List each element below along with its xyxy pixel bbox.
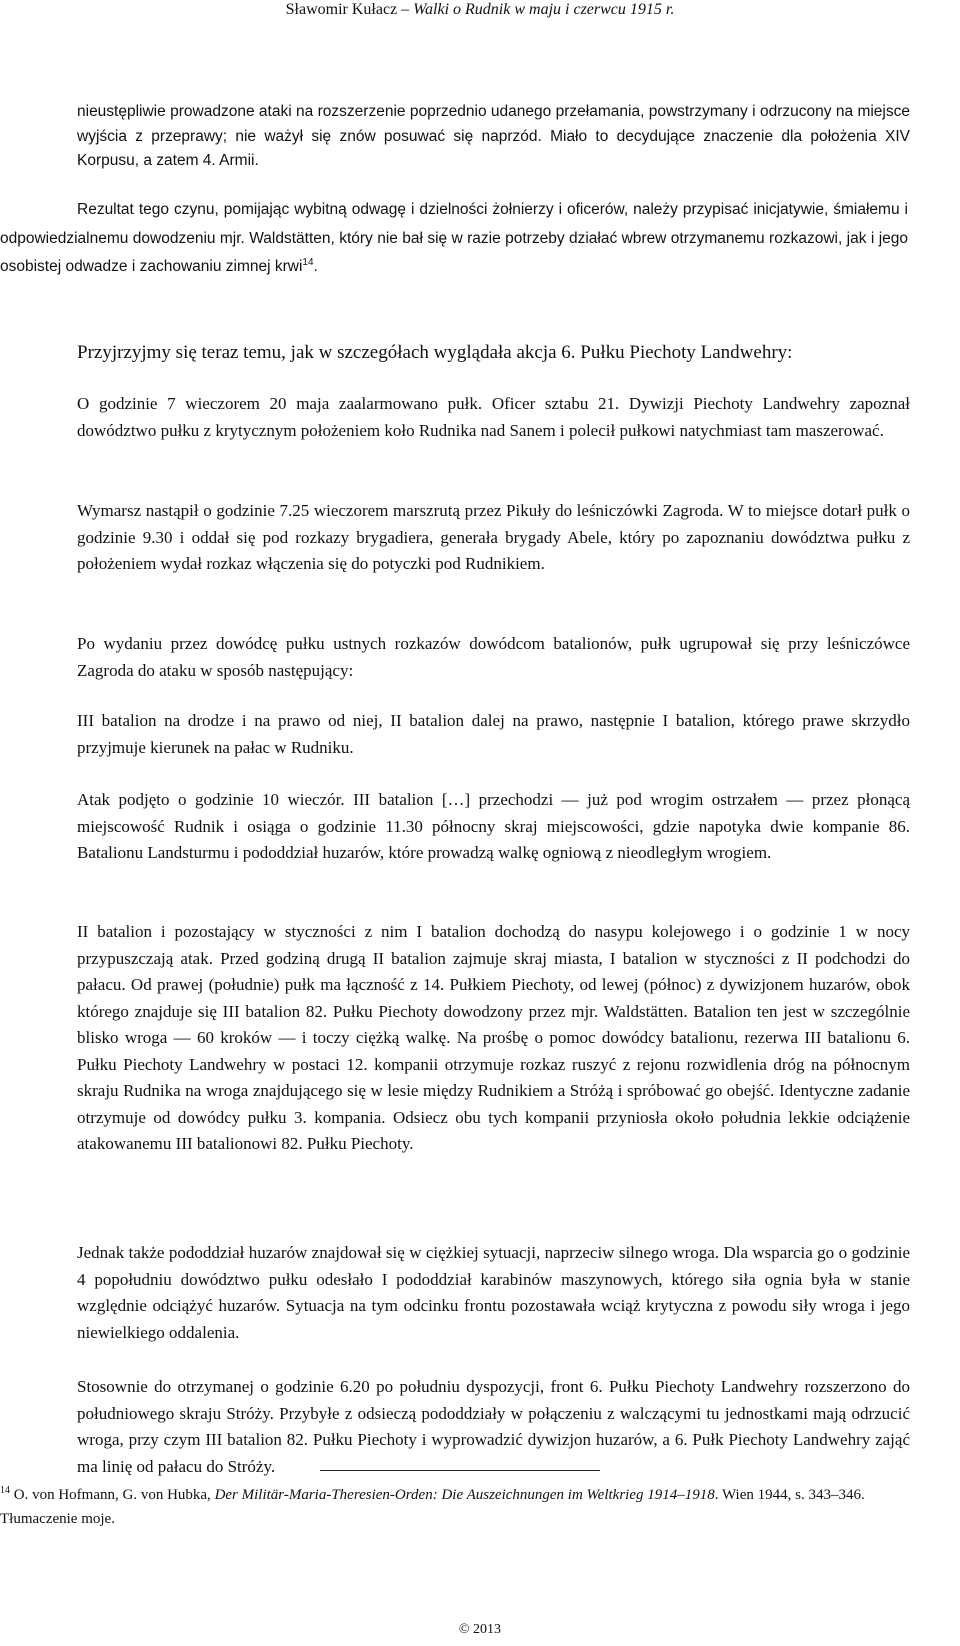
paragraph-6: Po wydaniu przez dowódcę pułku ustnych rozkazów dowódcom batalionów, pułk ugrupował się przy leśniczówce Zagroda do ataku w sposób następujący:	[77, 634, 910, 680]
paragraph-2-end: .	[313, 258, 318, 275]
footnote-14	[0, 1483, 930, 1531]
footnote-number: 14	[0, 1485, 10, 1496]
paragraph-3-intro: Przyjrzyjmy się teraz temu, jak w szczegółach wyglądała akcja 6. Pułku Piechoty Landwehry:	[77, 342, 793, 363]
header-author: Sławomir Kułacz	[285, 1, 398, 18]
footnote-reference-14[interactable]: 14	[302, 256, 314, 268]
paragraph-8: Atak podjęto o godzinie 10 wieczór. III batalion […] przechodzi — już pod wrogim ostrzałem — przez płonącą miejscowość Rudnik i osiąga o godzinie 11.30 północny skraj miejscowości, gdzie napotyka dwie kompanie 86. Batalionu Landsturmu i pododdział huzarów, które prowadzą walkę ogniową z nieodległym wrogiem.	[77, 790, 910, 862]
footnote-divider	[320, 1470, 600, 1471]
paragraph-9: II batalion i pozostający w styczności z nim I batalion dochodzą do nasypu kolejowego i o godzinie 1 w nocy przypuszczają atak. Przed godziną drugą II batalion zajmuje skraj miasta, I batalion w styczności z II podchodzi do pałacu. Od prawej (południe) pułk ma łączność z 14. Pułkiem Piechoty, od lewej (północ) z dywizjonem huzarów, obok którego znajduje się III batalion 82. Pułku Piechoty dowodzony przez mjr. Waldstätten. Batalion ten jest w szczególnie blisko wroga — 60 kroków — i toczy ciężką walkę. Na prośbę o pomoc dowódcy batalionu, rezerwa III batalionu 6. Pułku Piechoty Landwehry w postaci 12. kompanii otrzymuje rozkaz ruszyć z rejonu rozwidlenia dróg na północnym skraju Rudnika na wroga znajdującego się w lesie między Rudnikiem a Stróżą i spróbować go obejść. Identyczne zadanie otrzymuje od dowódcy pułku 3. kompania. Odsiecz obu tych kompanii przyniosła około południa lekkie odciążenie atakowanemu III batalionowi 82. Pułku Piechoty.	[77, 922, 910, 1153]
header-title: Walki o Rudnik w maju i czerwcu 1915 r.	[413, 1, 675, 18]
paragraph-10: Jednak także pododdział huzarów znajdował się w ciężkiej sytuacji, naprzeciw silnego wroga. Dla wsparcia go o godzinie 4 popołudniu dowództwo pułku odesłało I pododdział karabinów maszynowych, którego siła ognia była w stanie względnie odciążyć huzarów. Sytuacja na tym odcinku frontu pozostawała wciąż krytyczna z powodu siły wroga i jego niewielkiego oddalenia.	[77, 1243, 910, 1342]
footnote-book-title: Der Militär-Maria-Theresien-Orden: Die Auszeichnungen im Weltkrieg 1914–1918	[214, 1487, 715, 1503]
paragraph-5: Wymarsz nastąpił o godzinie 7.25 wieczorem marszrutą przez Pikuły do leśniczówki Zagroda. W to miejsce dotarł pułk o godzinie 9.30 i oddał się pod rozkazy brygadiera, generała brygady Abele, który po zapoznaniu dowództwa pułku z położeniem wydał rozkaz włączenia się do potyczki pod Rudnikiem.	[77, 501, 910, 573]
running-header	[0, 0, 960, 20]
paragraph-1: nieustępliwie prowadzone ataki na rozszerzenie poprzednio udanego przełamania, powstrzymany i odrzucony na miejsce wyjścia z przeprawy; nie ważył się znów posuwać się naprzód. Miało to decydujące znaczenie dla położenia XIV Korpusu, a zatem 4. Armii.	[77, 103, 910, 170]
paragraph-11: Stosownie do otrzymanej o godzinie 6.20 po południu dyspozycji, front 6. Pułku Piechoty Landwehry rozszerzono do południowego skraju Stróży. Przybyłe z odsieczą pododdziały w połączeniu z walczącymi tu jednostkami mają odrzucić wroga, przy czym III batalion 82. Pułku Piechoty i wyprowadzić dywizjon huzarów, a 6. Pułk Piechoty Landwehry zająć ma linię od pałacu do Stróży.	[77, 1377, 910, 1476]
paragraph-4: O godzinie 7 wieczorem 20 maja zaalarmowano pułk. Oficer sztabu 21. Dywizji Piechoty Landwehry zapoznał dowództwo pułku z krytycznym położeniem koło Rudnika nad Sanem i polecił pułkowi natychmiast tam maszerować.	[77, 394, 910, 440]
copyright-footer: © 2013	[458, 1622, 502, 1637]
footnote-authors: O. von Hofmann, G. von Hubka,	[10, 1487, 215, 1503]
footnote-rest: . Wien 1944, s. 343–346. Tłumaczenie moje.	[0, 1487, 865, 1527]
paragraph-2	[0, 196, 908, 282]
paragraph-7: III batalion na drodze i na prawo od niej, II batalion dalej na prawo, następnie I batalion, którego prawe skrzydło przyjmuje kierunek na pałac w Rudniku.	[77, 711, 910, 757]
paragraph-2-text: Rezultat tego czynu, pomijając wybitną odwagę i dzielności żołnierzy i oficerów, należy przypisać inicjatywie, śmiałemu i odpowiedzialnemu dowodzeniu mjr. Waldstätten, który nie bał się w razie potrzeby działać wbrew otrzymanemu rozkazowi, jak i jego osobistej odwadze i zachowaniu zimnej krwi	[0, 201, 908, 275]
header-separator: –	[397, 1, 414, 18]
